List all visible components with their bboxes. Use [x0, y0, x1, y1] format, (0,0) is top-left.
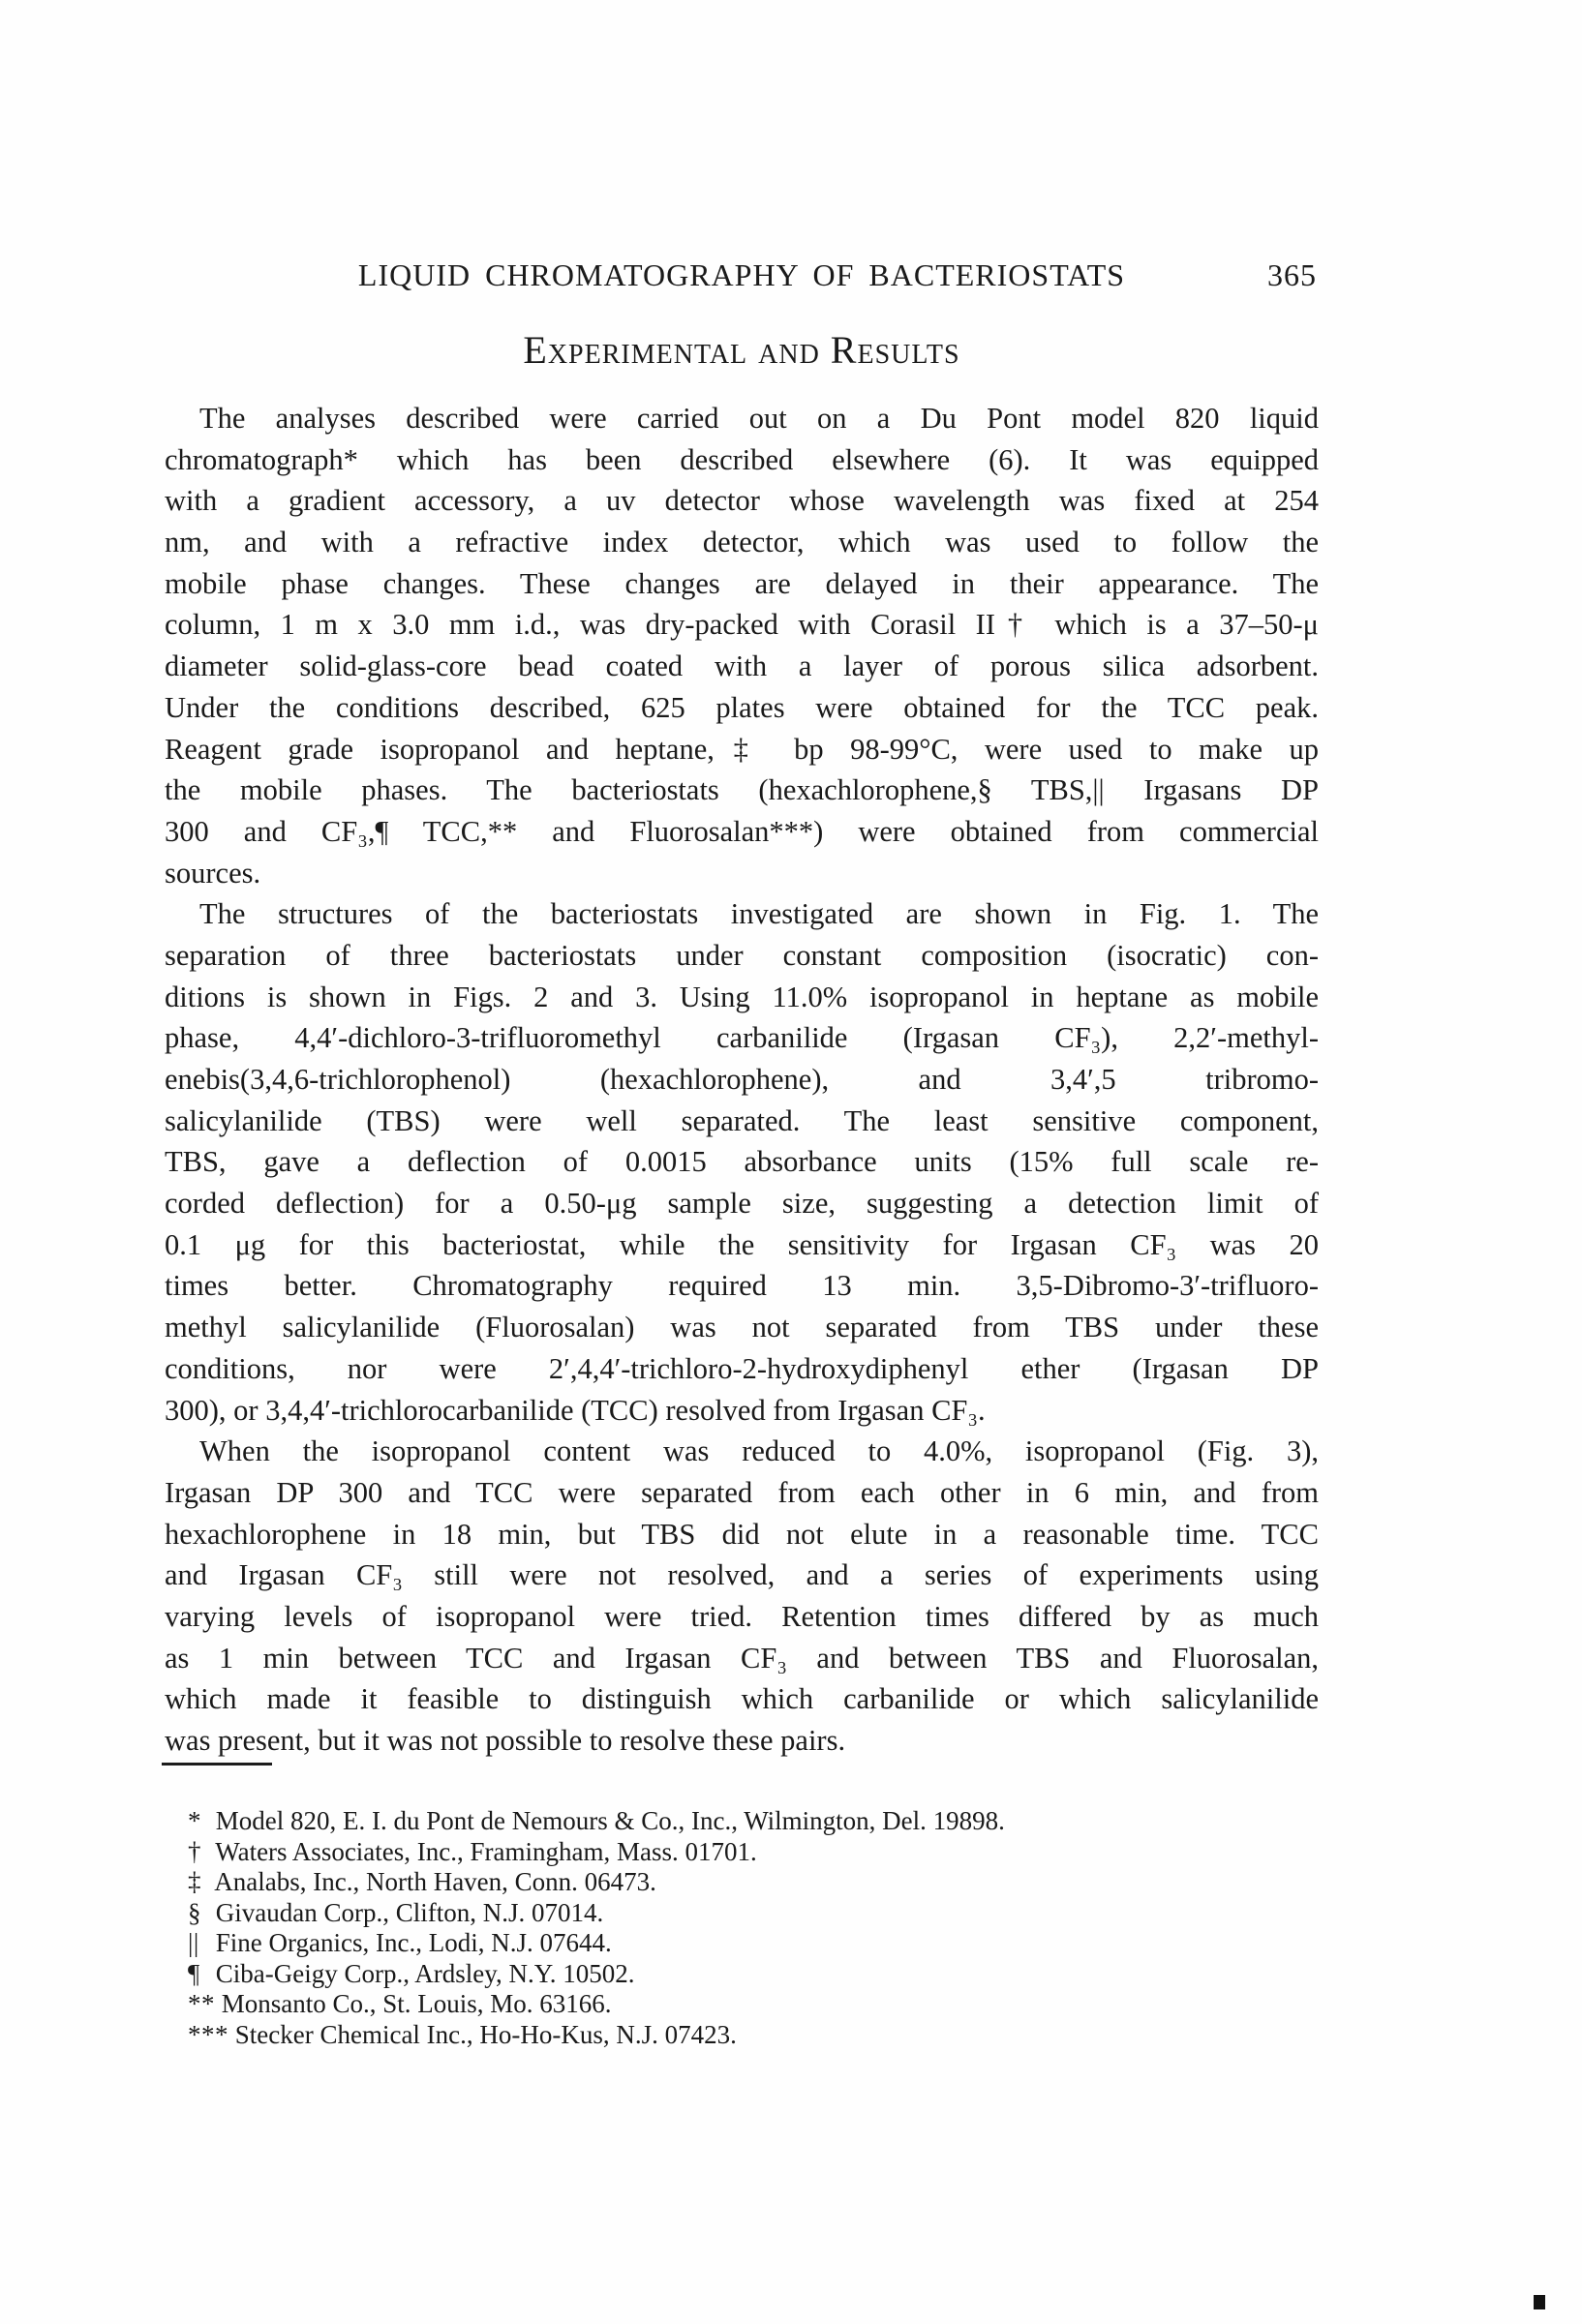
paragraph [165, 893, 1319, 1431]
text-line: sources. [165, 856, 261, 890]
footnote-item [165, 1928, 1319, 1959]
text-line: 0.1 μg for this bacteriostat, while the sensitivity for Irgasan CF₃ was 20 [165, 1227, 1319, 1261]
text-line: 300 and CF₃,¶ TCC,** and Fluorosalan***) were obtained from commercial [165, 814, 1319, 848]
running-head [165, 257, 1319, 296]
footnote-item [165, 1898, 1319, 1929]
body-text [165, 398, 1319, 1762]
footnote-text: Model 820, E. I. du Pont de Nemours & Co., Inc., Wilmington, Del. 19898. [209, 1806, 1005, 1835]
footnote-text: Stecker Chemical Inc., Ho-Ho-Kus, N.J. 07423. [228, 2019, 737, 2049]
text-line: chromatograph* which has been described elsewhere (6). It was equipped [165, 442, 1319, 476]
footnote-divider [162, 1763, 272, 1766]
text-line: enebis(3,4,6-trichlorophenol) (hexachlorophene), and 3,4′,5 tribromo- [165, 1063, 1319, 1096]
text-line: column, 1 m x 3.0 mm i.d., was dry-packed with Corasil II† which is a 37–50-μ [165, 608, 1319, 642]
footnote-marker: ¶ [188, 1958, 200, 1988]
footnote-item [165, 1989, 1319, 2020]
footnote-item [165, 1837, 1319, 1868]
text-line: corded deflection) for a 0.50-μg sample size, suggesting a detection limit of [165, 1187, 1319, 1221]
text-line: ditions is shown in Figs. 2 and 3. Using 11.0% isopropanol in heptane as mobile [165, 980, 1319, 1013]
text-line: 300), or 3,4,4′-trichlorocarbanilide (TCC) resolved from Irgasan CF₃. [165, 1393, 986, 1427]
text-line: separation of three bacteriostats under constant composition (isocratic) con- [165, 938, 1319, 972]
paragraph [165, 1431, 1319, 1762]
paragraph [165, 398, 1319, 893]
footnote-marker: ** [188, 1989, 215, 2018]
text-line: diameter solid-glass-core bead coated with a layer of porous silica adsorbent. [165, 649, 1319, 683]
footnote-marker: § [188, 1897, 201, 1927]
footnote-text: Analabs, Inc., North Haven, Conn. 06473. [209, 1867, 656, 1896]
text-line: nm, and with a refractive index detector, which was used to follow the [165, 526, 1319, 559]
text-line: Irgasan DP 300 and TCC were separated from each other in 6 min, and from [165, 1475, 1319, 1509]
running-head-title: LIQUID CHROMATOGRAPHY OF BACTERIOSTATS [357, 257, 1126, 292]
footnotes-list [165, 1806, 1319, 2050]
footnote-marker: *** [188, 2019, 228, 2049]
text-line: was present, but it was not possible to resolve these pairs. [165, 1724, 846, 1757]
text-line: times better. Chromatography required 13 min. 3,5-Dibromo-3′-trifluoro- [165, 1269, 1319, 1303]
page-number: 365 [1267, 257, 1317, 292]
section-heading: Experimental and Results [523, 328, 960, 372]
text-line: The analyses described were carried out on a Du Pont model 820 liquid [199, 402, 1319, 435]
text-line: methyl salicylanilide (Fluorosalan) was not separated from TBS under these [165, 1311, 1319, 1344]
text-line: which made it feasible to distinguish which carbanilide or which salicylanilide [165, 1682, 1319, 1716]
footnote-text: Ciba-Geigy Corp., Ardsley, N.Y. 10502. [209, 1958, 635, 1988]
text-line: Under the conditions described, 625 plates were obtained for the TCC peak. [165, 690, 1319, 724]
footnote-marker: || [188, 1928, 199, 1957]
footnote-text: Waters Associates, Inc., Framingham, Mass. 01701. [209, 1836, 757, 1866]
footnote-text: Fine Organics, Inc., Lodi, N.J. 07644. [209, 1928, 612, 1957]
text-line: When the isopropanol content was reduced to 4.0%, isopropanol (Fig. 3), [199, 1434, 1319, 1468]
footnote-item [165, 1959, 1319, 1990]
text-line: and Irgasan CF₃ still were not resolved, and a series of experiments using [165, 1558, 1319, 1592]
text-line: varying levels of isopropanol were tried. Retention times differed by as much [165, 1599, 1319, 1633]
footnote-item [165, 2020, 1319, 2051]
text-line: Reagent grade isopropanol and heptane,‡ bp 98-99°C, were used to make up [165, 732, 1319, 766]
footnote-marker: ‡ [188, 1867, 201, 1896]
text-line: mobile phase changes. These changes are delayed in their appearance. The [165, 566, 1319, 600]
footnote-item [165, 1867, 1319, 1898]
footnote-text: Givaudan Corp., Clifton, N.J. 07014. [209, 1897, 604, 1927]
text-line: hexachlorophene in 18 min, but TBS did not elute in a reasonable time. TCC [165, 1517, 1319, 1551]
text-line: TBS, gave a deflection of 0.0015 absorbance units (15% full scale re- [165, 1145, 1319, 1179]
text-line: The structures of the bacteriostats investigated are shown in Fig. 1. The [199, 897, 1319, 931]
text-line: conditions, nor were 2′,4,4′-trichloro-2-hydroxydiphenyl ether (Irgasan DP [165, 1351, 1319, 1385]
footnote-marker: † [188, 1836, 201, 1866]
text-line: phase, 4,4′-dichloro-3-trifluoromethyl carbanilide (Irgasan CF₃), 2,2′-methyl- [165, 1021, 1319, 1055]
footnote-text: Monsanto Co., St. Louis, Mo. 63166. [215, 1989, 612, 2018]
scan-artifact-mark [1534, 2295, 1545, 2309]
text-line: the mobile phases. The bacteriostats (hexachlorophene,§ TBS,|| Irgasans DP [165, 773, 1319, 807]
footnote-marker: * [188, 1806, 201, 1835]
text-line: salicylanilide (TBS) were well separated. The least sensitive component, [165, 1103, 1319, 1137]
footnote-item [165, 1806, 1319, 1837]
text-line: with a gradient accessory, a uv detector whose wavelength was fixed at 254 [165, 484, 1319, 518]
text-line: as 1 min between TCC and Irgasan CF₃ and between TBS and Fluorosalan, [165, 1641, 1319, 1675]
